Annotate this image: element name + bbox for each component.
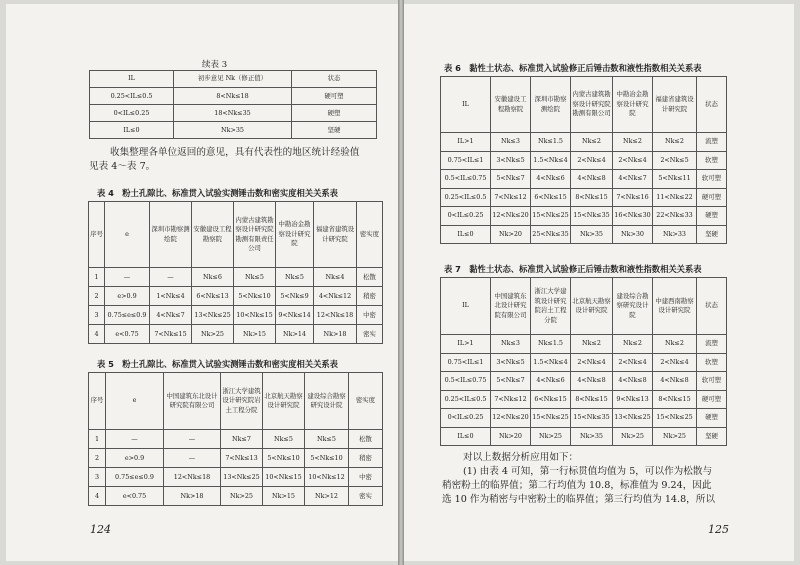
table-cell: Nk≤3 bbox=[491, 133, 531, 152]
table-row bbox=[89, 468, 383, 487]
table-cell: IL≤0 bbox=[441, 225, 491, 244]
table-cell: 8<Nk≤15 bbox=[653, 390, 697, 409]
table-cell: 1<Nk≤4 bbox=[150, 287, 192, 306]
table-cell: 1 bbox=[89, 430, 106, 449]
table-cell: 0.75≤e≤0.9 bbox=[106, 468, 164, 487]
table-cell: 坚硬 bbox=[697, 427, 727, 446]
table-cell: 2 bbox=[89, 287, 105, 306]
table-cell: 4<Nk≤8 bbox=[571, 372, 613, 391]
table-row bbox=[441, 409, 727, 428]
table-cell: 4<Nk≤7 bbox=[613, 170, 653, 189]
table-cell: 0.5<IL≤0.75 bbox=[441, 170, 491, 189]
table-cell: Nk>18 bbox=[164, 487, 221, 506]
table-cell: Nk≤3 bbox=[491, 335, 531, 354]
table-cell: 软可塑 bbox=[697, 170, 727, 189]
analysis-paragraph bbox=[442, 451, 742, 507]
table-cell: 4 bbox=[89, 325, 105, 344]
table-cell: — bbox=[164, 449, 221, 468]
column-header: e bbox=[105, 202, 150, 268]
table5-caption: 表 5 粉土孔隙比、标准贯入试验实测锤击数和密实度相关关系表 bbox=[97, 359, 338, 369]
header-row bbox=[90, 71, 377, 88]
table-cell: 松散 bbox=[357, 268, 383, 287]
column-header: 中国建筑东北设计研究院有限公司 bbox=[164, 373, 221, 430]
intro-line-1: 收集整理各单位返回的意见，具有代表性的地区统计经验值 bbox=[110, 147, 360, 158]
table-cell: 软可塑 bbox=[697, 372, 727, 391]
table-cell: 3 bbox=[89, 468, 106, 487]
table-row bbox=[89, 430, 383, 449]
column-header: 序号 bbox=[89, 202, 105, 268]
table-cell: 4<Nk≤12 bbox=[314, 287, 357, 306]
table-cell: 0.75<IL≤1 bbox=[441, 151, 491, 170]
page-number-left: 124 bbox=[90, 523, 111, 536]
table-cell: Nk≤2 bbox=[571, 335, 613, 354]
column-header: 序号 bbox=[89, 373, 106, 430]
table-row bbox=[89, 268, 383, 287]
table-cell: 1.5<Nk≤4 bbox=[531, 353, 571, 372]
table-cell: 22<Nk≤33 bbox=[653, 207, 697, 226]
table-cell: 0<IL≤0.25 bbox=[441, 409, 491, 428]
table-cell: Nk>15 bbox=[234, 325, 276, 344]
table-cell: e>0.9 bbox=[105, 287, 150, 306]
table-cell: Nk>14 bbox=[276, 325, 314, 344]
table-cell: 8<Nk≤18 bbox=[174, 88, 292, 105]
table-cell: — bbox=[164, 430, 221, 449]
table-row bbox=[441, 225, 727, 244]
table-cell: 7<Nk≤12 bbox=[491, 390, 531, 409]
table-cell: 12<Nk≤20 bbox=[491, 207, 531, 226]
table-cell: 硬可塑 bbox=[292, 88, 377, 105]
table-cell: 3<Nk≤5 bbox=[491, 151, 531, 170]
table6-caption: 表 6 黏性土状态、标准贯入试验修正后锤击数和液性指数相关关系表 bbox=[444, 63, 702, 73]
table-cell: 硬可塑 bbox=[697, 188, 727, 207]
table-cell: 6<Nk≤15 bbox=[531, 188, 571, 207]
table-cell: Nk>30 bbox=[613, 225, 653, 244]
table-cell: 10<Nk≤15 bbox=[234, 306, 276, 325]
column-header: e bbox=[106, 373, 164, 430]
table-row bbox=[441, 207, 727, 226]
column-header: 中建西南勘察设计研究院 bbox=[653, 278, 697, 335]
table-cell: 10<Nk≤12 bbox=[305, 468, 349, 487]
analysis-line-2: (1) 由表 4 可知，第一行标贯值均值为 5，可以作为松散与 bbox=[463, 466, 713, 477]
table-row bbox=[441, 372, 727, 391]
table-cell: Nk≤6 bbox=[192, 268, 234, 287]
column-header: 状态 bbox=[697, 77, 727, 133]
table7-caption: 表 7 黏性土状态、标准贯入试验修正后锤击数和液性指数相关关系表 bbox=[444, 264, 702, 274]
header-row bbox=[89, 373, 383, 430]
table-row bbox=[89, 306, 383, 325]
table-cell: 4<Nk≤7 bbox=[150, 306, 192, 325]
column-header: 北京航天勘察设计研究院 bbox=[571, 278, 613, 335]
column-header: 浙江大学建筑设计研究院岩土工程分院 bbox=[221, 373, 263, 430]
table-cell: 坚硬 bbox=[292, 122, 377, 139]
column-header: 安徽建设工程勘察院 bbox=[491, 77, 531, 133]
table-cell: Nk>18 bbox=[314, 325, 357, 344]
table4-caption: 表 4 粉土孔隙比、标准贯入试验实测锤击数和密实度相关关系表 bbox=[97, 188, 338, 198]
column-header: 福建省建筑设计研究院 bbox=[314, 202, 357, 268]
table-cell: 6<Nk≤13 bbox=[192, 287, 234, 306]
table-cell: 5<Nk≤7 bbox=[491, 170, 531, 189]
column-header: 内蒙古建筑勘察设计研究院勘测有限公司 bbox=[571, 77, 613, 133]
table-cell: Nk≤5 bbox=[234, 268, 276, 287]
column-header: IL bbox=[441, 77, 491, 133]
table-cell: 5<Nk≤10 bbox=[234, 287, 276, 306]
table-cell: 硬可塑 bbox=[697, 390, 727, 409]
table-cell: 硬塑 bbox=[292, 105, 377, 122]
table-cell: 8<Nk≤15 bbox=[571, 390, 613, 409]
table-cell: 2<Nk≤4 bbox=[613, 151, 653, 170]
table3 bbox=[89, 70, 377, 139]
table-cell: 0.75≤e≤0.9 bbox=[105, 306, 150, 325]
table-cell: 18<Nk≤35 bbox=[174, 105, 292, 122]
table-cell: 0.5<IL≤0.75 bbox=[441, 372, 491, 391]
table-row bbox=[441, 353, 727, 372]
table-cell: 10<Nk≤15 bbox=[263, 468, 305, 487]
table-cell: 密实 bbox=[357, 325, 383, 344]
column-header: IL bbox=[90, 71, 174, 88]
table-cell: Nk>35 bbox=[571, 427, 613, 446]
column-header: 中勘冶金勘察设计研究院 bbox=[276, 202, 314, 268]
table-cell: 1 bbox=[89, 268, 105, 287]
table-cell: Nk>25 bbox=[531, 427, 571, 446]
table-row bbox=[89, 287, 383, 306]
table-cell: 4 bbox=[89, 487, 106, 506]
table-cell: 25<Nk≤35 bbox=[531, 225, 571, 244]
table-row bbox=[441, 151, 727, 170]
table-row bbox=[90, 122, 377, 139]
intro-paragraph bbox=[89, 146, 389, 174]
column-header: 深圳市勘察测绘院 bbox=[150, 202, 192, 268]
column-header: 密实度 bbox=[349, 373, 383, 430]
table-cell: — bbox=[106, 430, 164, 449]
table7 bbox=[440, 277, 727, 446]
table-cell: 0.25<IL≤0.5 bbox=[90, 88, 174, 105]
table-cell: Nk≤1.5 bbox=[531, 335, 571, 354]
table-cell: Nk>33 bbox=[653, 225, 697, 244]
column-header: 初步意见 Nk（修正值） bbox=[174, 71, 292, 88]
table-cell: 15<Nk≤25 bbox=[653, 409, 697, 428]
table-cell: 1.5<Nk≤4 bbox=[531, 151, 571, 170]
table-cell: IL≤0 bbox=[441, 427, 491, 446]
table-cell: 7<Nk≤12 bbox=[491, 188, 531, 207]
table-cell: 4<Nk≤6 bbox=[531, 170, 571, 189]
table-cell: 12<Nk≤20 bbox=[491, 409, 531, 428]
table3-continued-title: 续表 3 bbox=[202, 60, 228, 70]
table-row bbox=[441, 390, 727, 409]
table-cell: 12<Nk≤18 bbox=[314, 306, 357, 325]
table-row bbox=[89, 449, 383, 468]
table-cell: 16<Nk≤30 bbox=[613, 207, 653, 226]
table-cell: 7<Nk≤16 bbox=[613, 188, 653, 207]
table-cell: 15<Nk≤35 bbox=[571, 409, 613, 428]
table-cell: 2<Nk≤4 bbox=[571, 353, 613, 372]
column-header: 安徽建设工程勘察院 bbox=[192, 202, 234, 268]
column-header: 内蒙古建筑勘察设计研究院勘测有限责任公司 bbox=[234, 202, 276, 268]
table-cell: 流塑 bbox=[697, 335, 727, 354]
table-cell: Nk>35 bbox=[174, 122, 292, 139]
table-row bbox=[441, 188, 727, 207]
table-cell: e<0.75 bbox=[106, 487, 164, 506]
table-cell: Nk>25 bbox=[221, 487, 263, 506]
table-cell: Nk≤5 bbox=[305, 430, 349, 449]
table-cell: 中密 bbox=[357, 306, 383, 325]
column-header: 中勘冶金勘察设计研究院 bbox=[613, 77, 653, 133]
table-cell: 5<Nk≤10 bbox=[263, 449, 305, 468]
table-cell: 5<Nk≤7 bbox=[491, 372, 531, 391]
left-page bbox=[6, 4, 398, 561]
table-row bbox=[441, 133, 727, 152]
table-cell: 8<Nk≤15 bbox=[571, 188, 613, 207]
table5 bbox=[88, 372, 383, 506]
table-cell: IL>1 bbox=[441, 133, 491, 152]
table-cell: Nk>20 bbox=[491, 225, 531, 244]
table-cell: Nk≤1.5 bbox=[531, 133, 571, 152]
table-cell: Nk>12 bbox=[305, 487, 349, 506]
table-cell: 13<Nk≤25 bbox=[192, 306, 234, 325]
table-cell: 中密 bbox=[349, 468, 383, 487]
table6 bbox=[440, 76, 727, 244]
table-cell: 15<Nk≤35 bbox=[571, 207, 613, 226]
table-cell: — bbox=[150, 268, 192, 287]
table-cell: 稍密 bbox=[349, 449, 383, 468]
table-cell: 流塑 bbox=[697, 133, 727, 152]
column-header: 状态 bbox=[292, 71, 377, 88]
header-row bbox=[441, 278, 727, 335]
table-cell: 5<Nk≤9 bbox=[276, 287, 314, 306]
table-cell: e>0.9 bbox=[106, 449, 164, 468]
table-cell: 13<Nk≤25 bbox=[221, 468, 263, 487]
table-cell: 4<Nk≤8 bbox=[653, 372, 697, 391]
table-cell: Nk>15 bbox=[263, 487, 305, 506]
table-cell: 松散 bbox=[349, 430, 383, 449]
table-cell: 坚硬 bbox=[697, 225, 727, 244]
table-cell: Nk≤5 bbox=[276, 268, 314, 287]
table-row bbox=[441, 170, 727, 189]
table-cell: 2<Nk≤4 bbox=[613, 353, 653, 372]
table4 bbox=[88, 201, 383, 344]
header-row bbox=[89, 202, 383, 268]
table-cell: 12<Nk≤18 bbox=[164, 468, 221, 487]
analysis-line-1: 对以上数据分析应用如下： bbox=[463, 452, 579, 463]
table-cell: 2<Nk≤5 bbox=[653, 151, 697, 170]
table-row bbox=[90, 105, 377, 122]
table-cell: 3<Nk≤5 bbox=[491, 353, 531, 372]
table-cell: 7<Nk≤15 bbox=[150, 325, 192, 344]
table-cell: 稍密 bbox=[357, 287, 383, 306]
table-cell: 密实 bbox=[349, 487, 383, 506]
analysis-line-4: 选 10 作为稍密与中密粉土的临界值；第三行均值为 14.8，所以 bbox=[442, 494, 715, 505]
column-header: 建设综合勘察研究设计院 bbox=[613, 278, 653, 335]
table-cell: 13<Nk≤25 bbox=[613, 409, 653, 428]
table-row bbox=[89, 487, 383, 506]
table-cell: 9<Nk≤13 bbox=[613, 390, 653, 409]
column-header: IL bbox=[441, 278, 491, 335]
column-header: 福建省建筑设计研究院 bbox=[653, 77, 697, 133]
table-row bbox=[90, 88, 377, 105]
table-cell: Nk≤2 bbox=[653, 133, 697, 152]
intro-line-2: 见表 4～表 7。 bbox=[89, 161, 156, 172]
table-cell: Nk>20 bbox=[491, 427, 531, 446]
table-cell: 5<Nk≤11 bbox=[653, 170, 697, 189]
analysis-line-3: 稍密粉土的临界值；第二行均值为 10.8，标准值为 9.24，因此 bbox=[442, 480, 712, 491]
table-row bbox=[441, 427, 727, 446]
table-cell: 5<Nk≤10 bbox=[305, 449, 349, 468]
table-cell: 0.75<IL≤1 bbox=[441, 353, 491, 372]
table-cell: 0.25<IL≤0.5 bbox=[441, 390, 491, 409]
table-cell: 6<Nk≤15 bbox=[531, 390, 571, 409]
table-cell: Nk≤2 bbox=[653, 335, 697, 354]
table-cell: Nk≤2 bbox=[613, 133, 653, 152]
column-header: 浙江大学建筑设计研究院岩土工程分院 bbox=[531, 278, 571, 335]
table-cell: 2<Nk≤4 bbox=[571, 151, 613, 170]
table-cell: 软塑 bbox=[697, 353, 727, 372]
table-cell: 9<Nk≤14 bbox=[276, 306, 314, 325]
table-cell: Nk>25 bbox=[192, 325, 234, 344]
table-cell: e<0.75 bbox=[105, 325, 150, 344]
table-cell: 7<Nk≤13 bbox=[221, 449, 263, 468]
table-cell: IL≤0 bbox=[90, 122, 174, 139]
table-cell: Nk>35 bbox=[571, 225, 613, 244]
table-cell: Nk≤7 bbox=[221, 430, 263, 449]
column-header: 状态 bbox=[697, 278, 727, 335]
table-cell: 15<Nk≤25 bbox=[531, 207, 571, 226]
table-cell: 4<Nk≤8 bbox=[571, 170, 613, 189]
table-cell: 软塑 bbox=[697, 151, 727, 170]
header-row bbox=[441, 77, 727, 133]
column-header: 中国建筑东北设计研究院有限公司 bbox=[491, 278, 531, 335]
table-cell: 4<Nk≤6 bbox=[531, 372, 571, 391]
table-row bbox=[441, 335, 727, 354]
table-cell: 0<IL≤0.25 bbox=[441, 207, 491, 226]
table-cell: Nk≤2 bbox=[613, 335, 653, 354]
column-header: 建设综合勘察研究设计院 bbox=[305, 373, 349, 430]
right-page bbox=[404, 4, 794, 561]
table-cell: Nk≤4 bbox=[314, 268, 357, 287]
table-cell: 硬塑 bbox=[697, 207, 727, 226]
table-cell: 2<Nk≤4 bbox=[653, 353, 697, 372]
table-cell: Nk>25 bbox=[613, 427, 653, 446]
table-cell: 0<IL≤0.25 bbox=[90, 105, 174, 122]
column-header: 北京航天勘察设计研究院 bbox=[263, 373, 305, 430]
table-cell: — bbox=[105, 268, 150, 287]
table-cell: 4<Nk≤8 bbox=[613, 372, 653, 391]
column-header: 密实度 bbox=[357, 202, 383, 268]
table-cell: 3 bbox=[89, 306, 105, 325]
table-cell: 15<Nk≤25 bbox=[531, 409, 571, 428]
page-number-right: 125 bbox=[708, 523, 729, 536]
table-row bbox=[89, 325, 383, 344]
table-cell: 11<Nk≤22 bbox=[653, 188, 697, 207]
table-cell: 硬塑 bbox=[697, 409, 727, 428]
column-header: 深圳市勘察测绘院 bbox=[531, 77, 571, 133]
table-cell: Nk≤5 bbox=[263, 430, 305, 449]
table-cell: 0.25<IL≤0.5 bbox=[441, 188, 491, 207]
table-cell: 2 bbox=[89, 449, 106, 468]
table-cell: Nk≤2 bbox=[571, 133, 613, 152]
table-cell: Nk>25 bbox=[653, 427, 697, 446]
table-cell: IL>1 bbox=[441, 335, 491, 354]
